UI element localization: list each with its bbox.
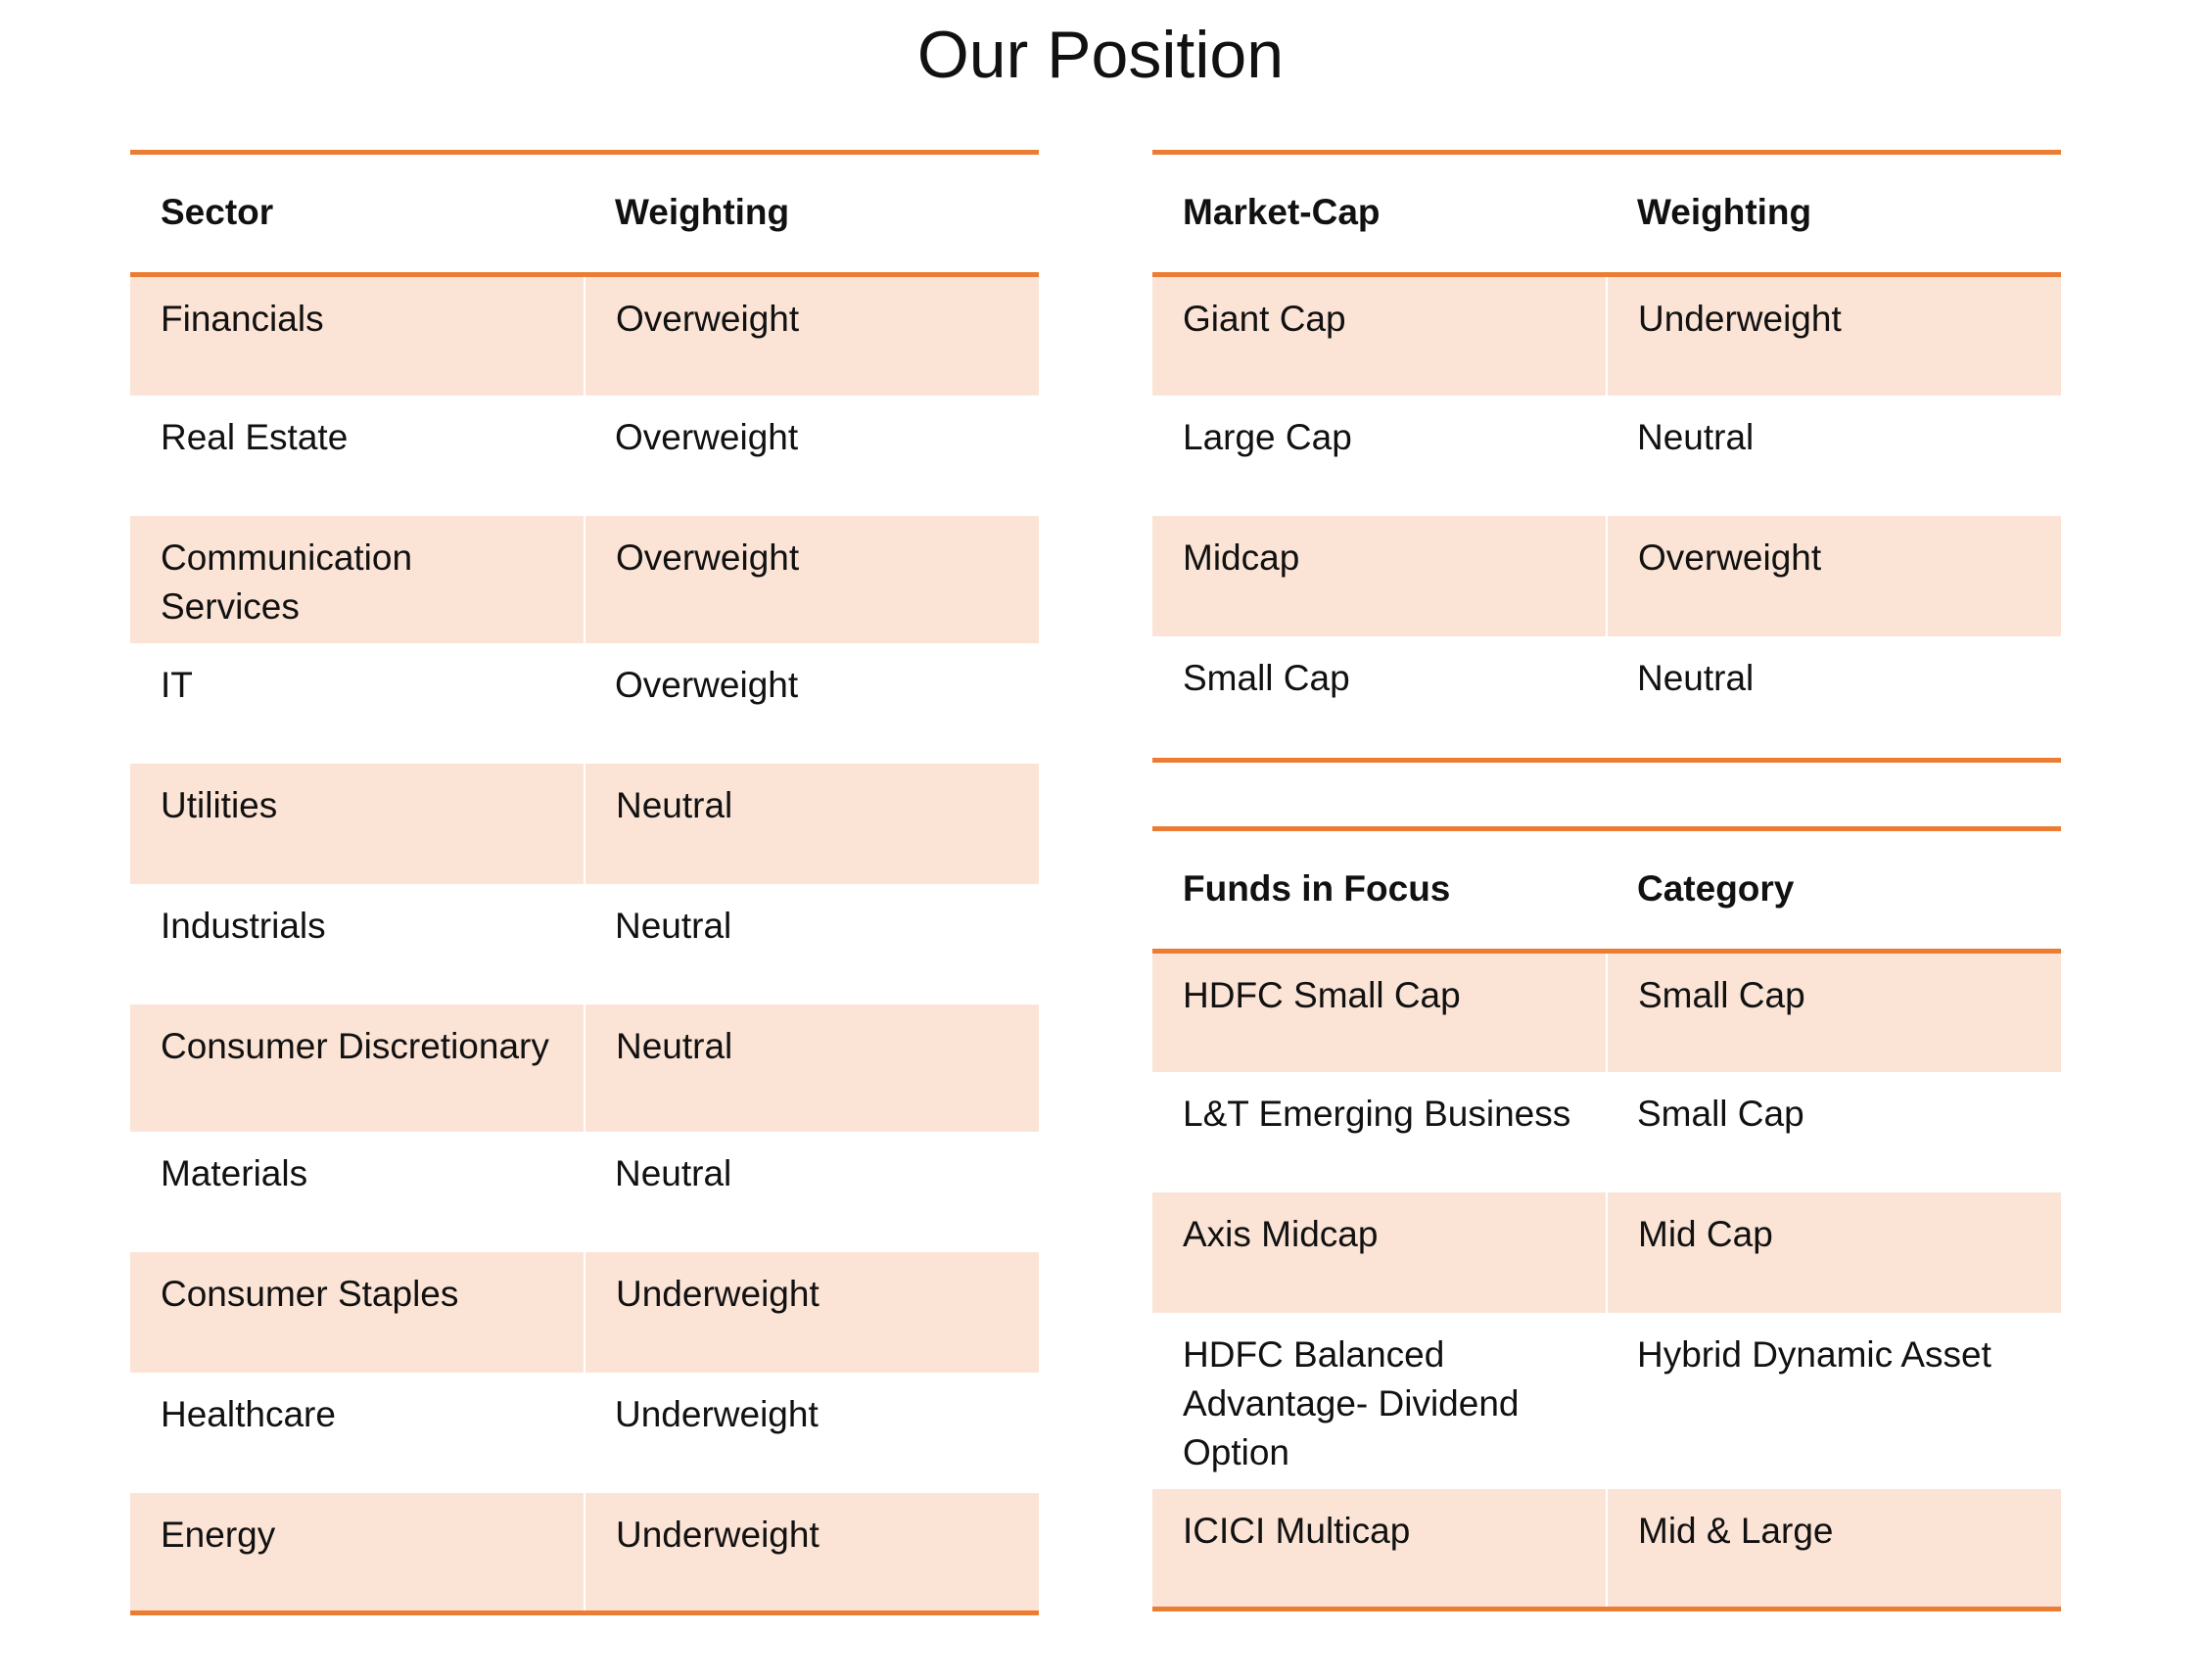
table-row (1152, 396, 2061, 516)
sector-cell: Consumer Discretionary (130, 1004, 585, 1132)
fund-cell: HDFC Balanced Advantage- Dividend Option (1183, 1333, 1520, 1472)
page-title: Our Position (916, 18, 1285, 92)
table-row (1152, 1072, 2061, 1192)
sector-cell: Consumer Staples (130, 1252, 585, 1373)
market-cap-cell: Midcap (1152, 516, 1607, 636)
category-cell: Small Cap (1637, 1093, 1804, 1134)
sector-cell: Healthcare (161, 1393, 336, 1434)
sector-cell: Communication Services (130, 516, 585, 643)
sector-cell: Materials (161, 1152, 308, 1193)
sector-weighting-table (130, 150, 1039, 1615)
table-row (1152, 516, 2061, 636)
market-cap-weighting-table (1152, 150, 2061, 763)
table-row (130, 643, 1039, 764)
table-row (1152, 1313, 2061, 1489)
weighting-cell: Underweight (615, 1393, 819, 1434)
weighting-cell: Underweight (585, 1493, 1039, 1613)
funds-in-focus-table (1152, 826, 2061, 1611)
table-row (1152, 275, 2061, 396)
table-row (1152, 1489, 2061, 1610)
table-row (130, 764, 1039, 884)
table-row (130, 1373, 1039, 1493)
table-row (130, 1004, 1039, 1132)
category-cell: Mid Cap (1607, 1192, 2061, 1313)
sector-cell: Financials (130, 275, 585, 396)
weighting-cell: Overweight (585, 516, 1039, 643)
fund-cell: L&T Emerging Business (1183, 1093, 1571, 1134)
weighting-cell: Overweight (615, 664, 799, 705)
table-header-row (1152, 153, 2061, 275)
weighting-cell: Neutral (585, 1004, 1039, 1132)
weighting-cell: Neutral (615, 905, 732, 946)
market-cap-cell: Giant Cap (1152, 275, 1607, 396)
market-cap-cell: Large Cap (1183, 416, 1352, 457)
weighting-cell: Neutral (1607, 636, 2061, 761)
sector-cell: Energy (130, 1493, 585, 1613)
table-header-row (1152, 829, 2061, 952)
sector-cell: Utilities (130, 764, 585, 884)
table-row (1152, 636, 2061, 761)
weighting-cell: Neutral (1637, 416, 1755, 457)
fund-cell: Axis Midcap (1152, 1192, 1607, 1313)
fund-cell: HDFC Small Cap (1152, 952, 1607, 1072)
market-cap-cell: Small Cap (1152, 636, 1607, 761)
table-row (1152, 1192, 2061, 1313)
column-header-funds: Funds in Focus (1152, 829, 1607, 952)
table-row (130, 1252, 1039, 1373)
weighting-cell: Overweight (585, 275, 1039, 396)
category-cell: Small Cap (1607, 952, 2061, 1072)
column-header-weighting: Weighting (585, 153, 1039, 275)
column-header-market-cap: Market-Cap (1152, 153, 1607, 275)
column-header-sector: Sector (130, 153, 585, 275)
table-header-row (130, 153, 1039, 275)
sector-cell: IT (161, 664, 193, 705)
table-row (130, 275, 1039, 396)
sector-cell: Real Estate (161, 416, 349, 457)
weighting-cell: Neutral (585, 764, 1039, 884)
table-row (130, 396, 1039, 516)
table-row (130, 884, 1039, 1004)
sector-cell: Industrials (161, 905, 326, 946)
weighting-cell: Overweight (1607, 516, 2061, 636)
column-header-category: Category (1607, 829, 2061, 952)
category-cell: Hybrid Dynamic Asset (1637, 1333, 1991, 1375)
column-header-weighting: Weighting (1607, 153, 2061, 275)
weighting-cell: Underweight (1607, 275, 2061, 396)
table-row (130, 1132, 1039, 1252)
weighting-cell: Underweight (585, 1252, 1039, 1373)
weighting-cell: Overweight (615, 416, 799, 457)
category-cell: Mid & Large (1607, 1489, 2061, 1610)
weighting-cell: Neutral (615, 1152, 732, 1193)
table-row (130, 1493, 1039, 1613)
fund-cell: ICICI Multicap (1152, 1489, 1607, 1610)
table-row (130, 516, 1039, 643)
table-row (1152, 952, 2061, 1072)
